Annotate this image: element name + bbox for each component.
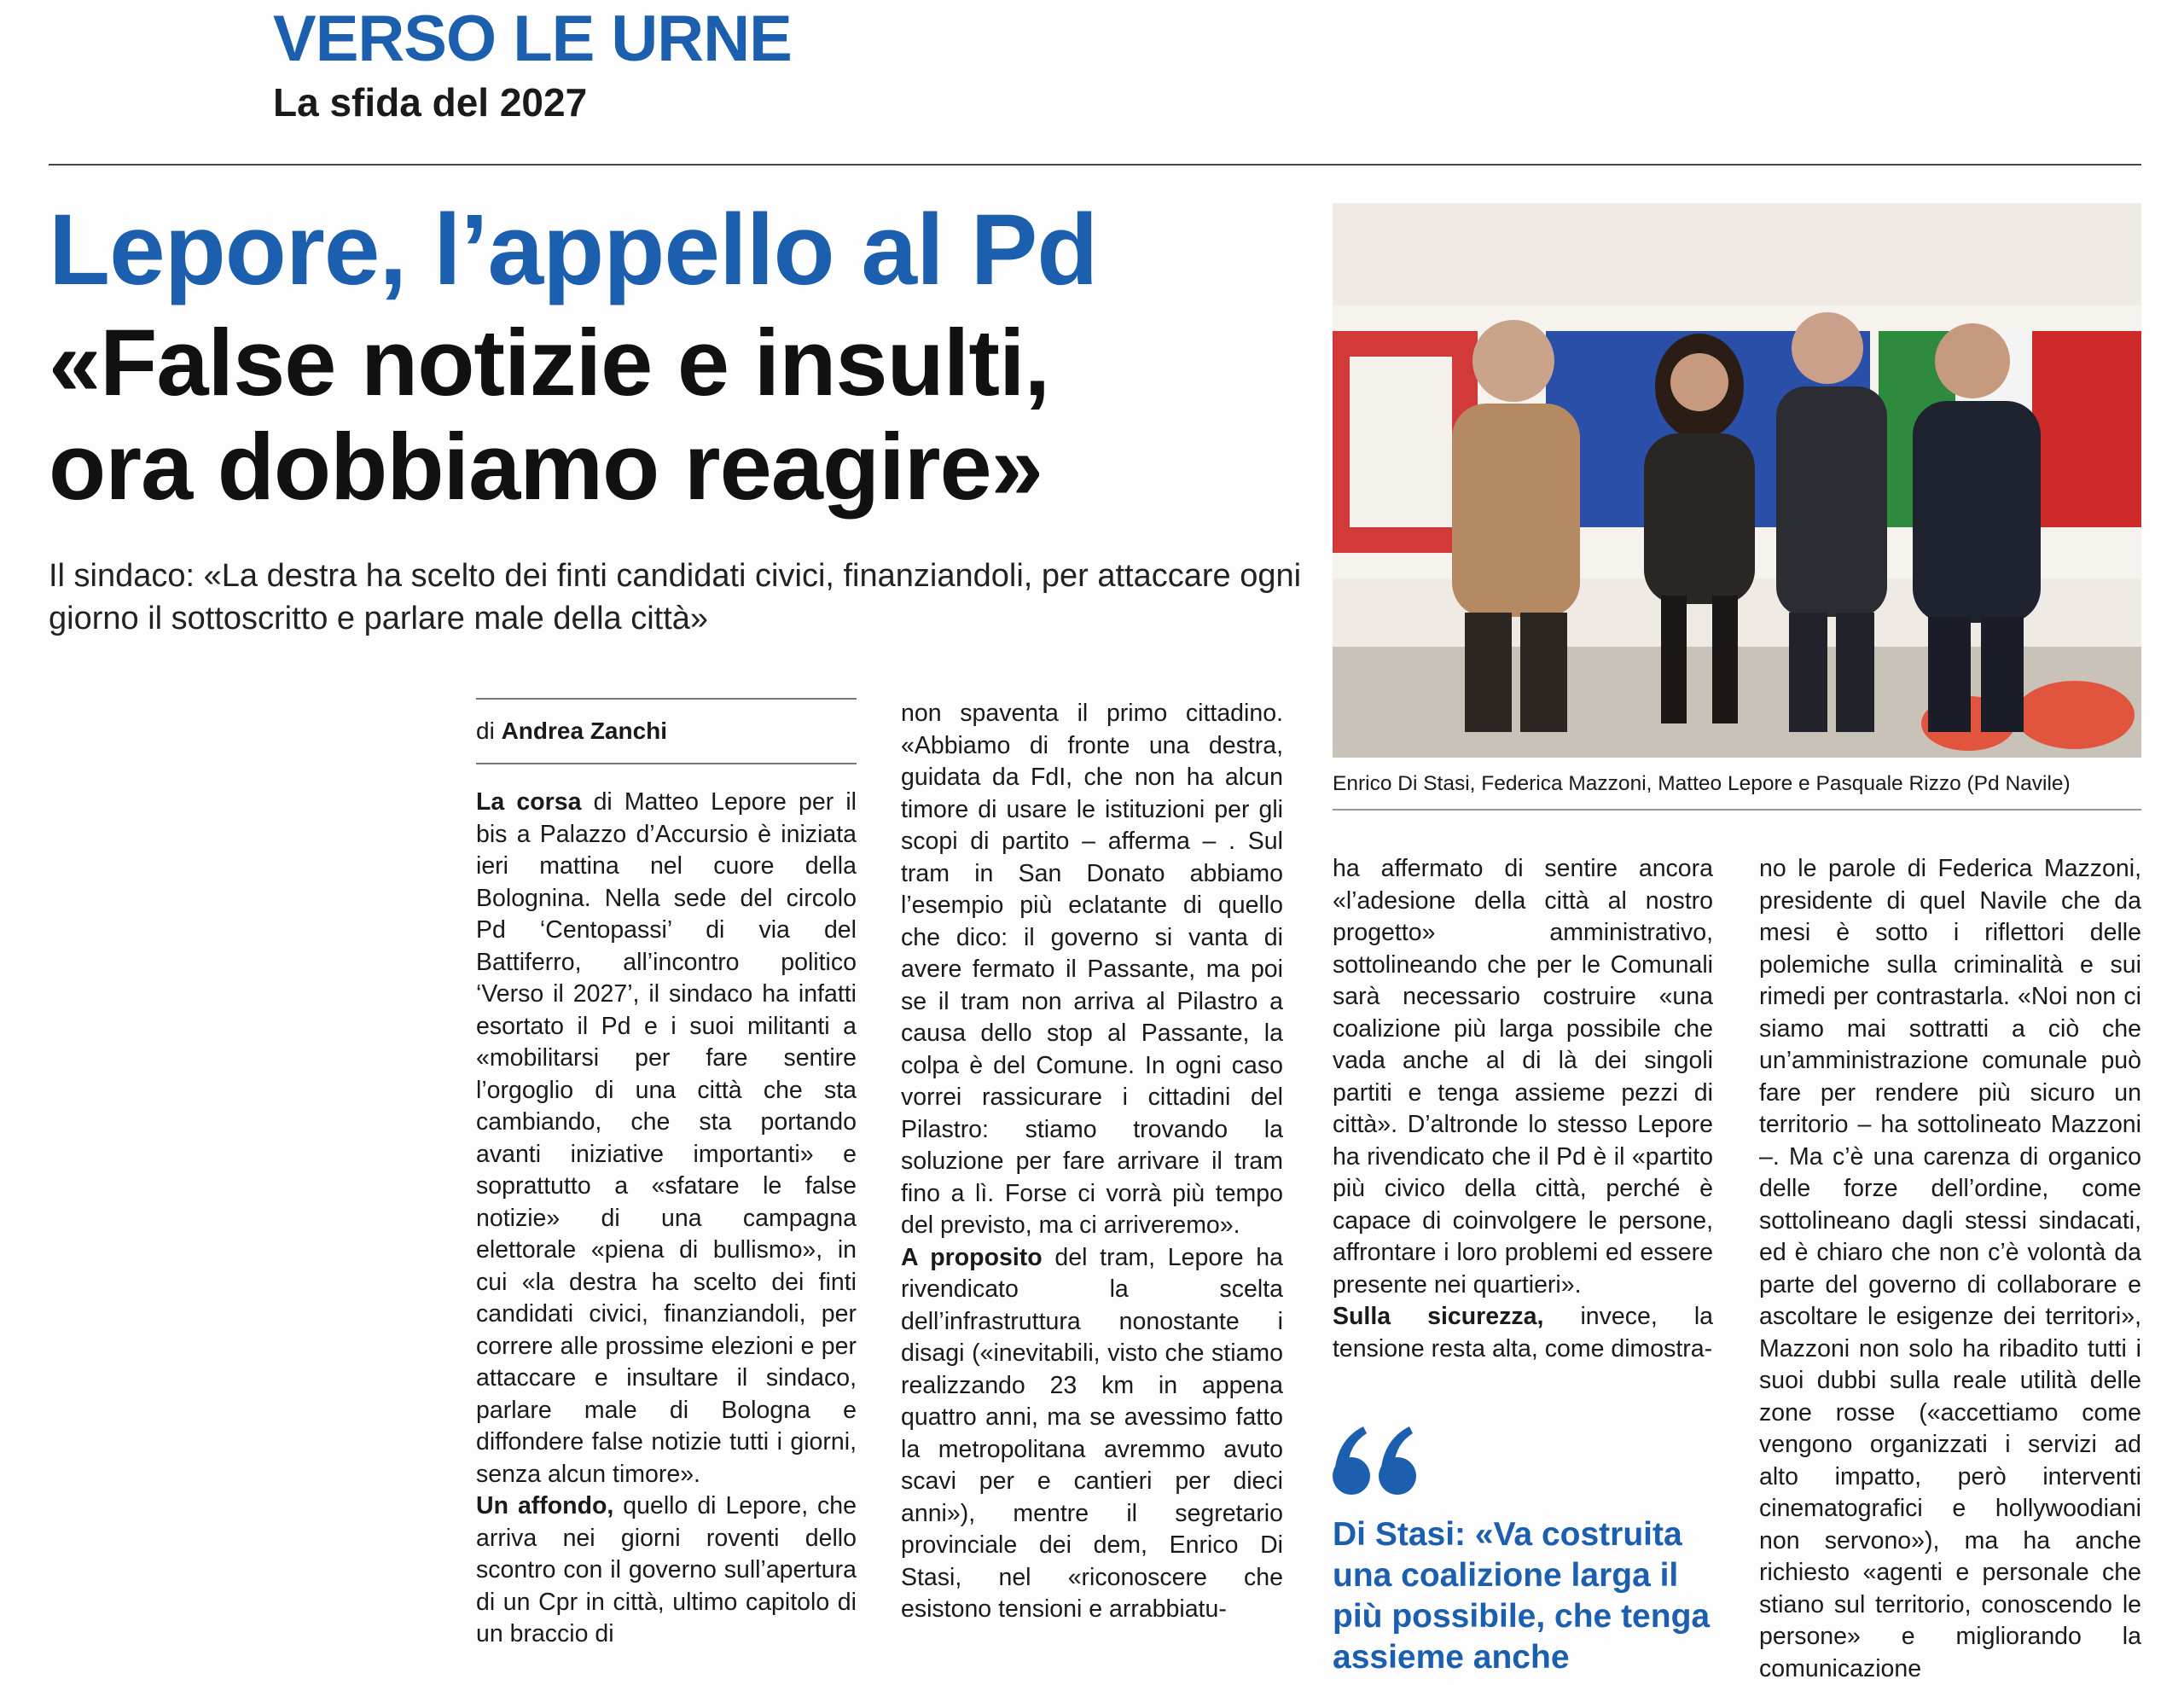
- article-column-1: [476, 787, 857, 1651]
- paragraph: [1333, 853, 1713, 1301]
- paragraph-text: quello di Lepore, che arriva nei giorni roventi dello scontro con il governo sull’apertura di un Cpr in città, ultimo capitolo di un braccio di: [476, 1492, 857, 1647]
- paragraph-text: di Matteo Lepore per il bis a Palazzo d’Accursio è iniziata ieri mattina nel cuore della Bolognina. Nella sede del circolo Pd ‘Centopassi’ di via del Battiferro, all’incontro politico ‘Verso il 2027’, il sindaco ha infatti esortato il Pd e i suoi militanti a «mobilitarsi per fare sentire l’orgoglio di una città che sta cambiando, che sta portando avanti iniziative importanti» e soprattutto a «sfatare le false notizie» di una campagna elettorale «piena di bullismo», in cui «la destra ha scelto dei finti candidati civici, finanziandoli, per correre alle prossime elezioni e per attaccare e insultare il sindaco, parlare male di Bologna e diffondere false notizie tutti i giorni, senza alcun timore».: [476, 788, 857, 1488]
- paragraph-lead: La corsa: [476, 788, 582, 816]
- paragraph: [476, 1490, 857, 1651]
- paragraph: [901, 1242, 1283, 1626]
- paragraph-text: del tram, Lepore ha rivendicato la scelta dell’infrastruttura nonostante i disagi («inevitabili, visto che stiamo realizzando 23 km in appena quattro anni, ma se avessimo fatto la metropolitana avremmo avuto scavi per e cantieri per dieci anni»), mentre il segretario provinciale dei dem, Enrico Di Stasi, nel «riconoscere che esistono tensioni e arrabbiatu-: [901, 1243, 1283, 1623]
- paragraph-text: ha affermato di sentire ancora «l’adesione della città al nostro progetto» amministrativo, sottolineando che per le Comunali sarà necessario costruire «una coalizione più larga possibile che vada anche al di là dei singoli partiti e tenga assieme pezzi di città». D’altronde lo stesso Lepore ha rivendicato che il Pd è il «partito più civico della città, perché è capace di coinvolgere le persone, affrontare i loro problemi ed essere presente nei quartieri».: [1333, 855, 1713, 1299]
- headline-line-1: Lepore, l’appello al Pd: [49, 194, 1098, 306]
- quote-mark-icon: [1329, 1416, 1423, 1502]
- byline-rule-bottom: [476, 763, 857, 764]
- paragraph-text: invece, la tensione resta alta, come dimostra-: [1333, 1303, 1713, 1363]
- paragraph-lead: Sulla sicurezza,: [1333, 1303, 1544, 1330]
- headline-line-2: «False notizie e insulti, ora dobbiamo reagire»: [49, 311, 1050, 520]
- caption-rule: [1333, 809, 2141, 811]
- paragraph-lead: A proposito: [901, 1243, 1043, 1271]
- paragraph-text: non spaventa il primo cittadino. «Abbiamo di fronte una destra, guidata da FdI, che non ha alcun timore di usare le istituzioni per gli scopi di partito – afferma – . Sul tram in San Donato abbiamo l’esempio più eclatante di quello che dico: il governo si vanta di avere fermato il Passante, ma poi se il tram non arriva al Pilastro a causa dello stop al Passante, la colpa è del Comune. In ogni caso vorrei rassicurare i cittadini del Pilastro: stiamo trovando la soluzione per fare arrivare il tram fino a lì. Forse ci vorrà più tempo del previsto, ma ci arriveremo».: [901, 700, 1283, 1239]
- paragraph: [901, 698, 1283, 1242]
- group-photo-illustration: [1333, 203, 2141, 758]
- top-rule: [49, 164, 2141, 166]
- section-subkicker: La sfida del 2027: [273, 80, 588, 125]
- paragraph: [1759, 853, 2141, 1685]
- paragraph-lead: Un affondo,: [476, 1492, 614, 1519]
- byline: [476, 700, 857, 763]
- paragraph: [1333, 1301, 1713, 1365]
- article-column-2: [901, 698, 1283, 1626]
- paragraph: [476, 787, 857, 1490]
- pull-quote: Di Stasi: «Va costruita una coalizione larga il più possibile, che tenga assieme anche: [1333, 1516, 1711, 1676]
- photo-caption: Enrico Di Stasi, Federica Mazzoni, Matteo Lepore e Pasquale Rizzo (Pd Navile): [1333, 772, 2071, 795]
- article-photo: [1333, 203, 2141, 758]
- byline-author: Andrea Zanchi: [501, 718, 668, 744]
- article-column-4: [1759, 853, 2141, 1685]
- article-deck: Il sindaco: «La destra ha scelto dei finti candidati civici, finanziandoli, per attaccare ogni giorno il sottoscritto e parlare male della città»: [49, 558, 1302, 636]
- section-kicker: VERSO LE URNE: [273, 3, 792, 75]
- byline-block: [476, 698, 857, 764]
- byline-prefix: di: [476, 718, 495, 744]
- paragraph-text: no le parole di Federica Mazzoni, presidente di quel Navile che da mesi è sotto i riflettori delle polemiche sulla criminalità e sui rimedi per contrastarla. «Noi non ci siamo mai sottratti a ciò che un’amministrazione comunale può fare per rendere più sicuro un territorio – ha sottolineato Mazzoni –. Ma c’è una carenza di organico delle forze dell’ordine, come sottolineano dagli stessi sindacati, ed è chiaro che non c’è volontà da parte del governo di collaborare e ascoltare le esigenze dei territori», Mazzoni non solo ha ribadito tutti i suoi dubbi sulla reale utilità delle zone rosse («accettiamo come vengono organizzati i servizi ad alto impatto, però interventi cinematografici e hollywoodiani non servono»), ma ha anche richiesto «agenti e personale che stiano sul territorio, conoscendo le persone» e migliorando la comunicazione: [1759, 855, 2141, 1682]
- article-column-3: [1333, 853, 1713, 1365]
